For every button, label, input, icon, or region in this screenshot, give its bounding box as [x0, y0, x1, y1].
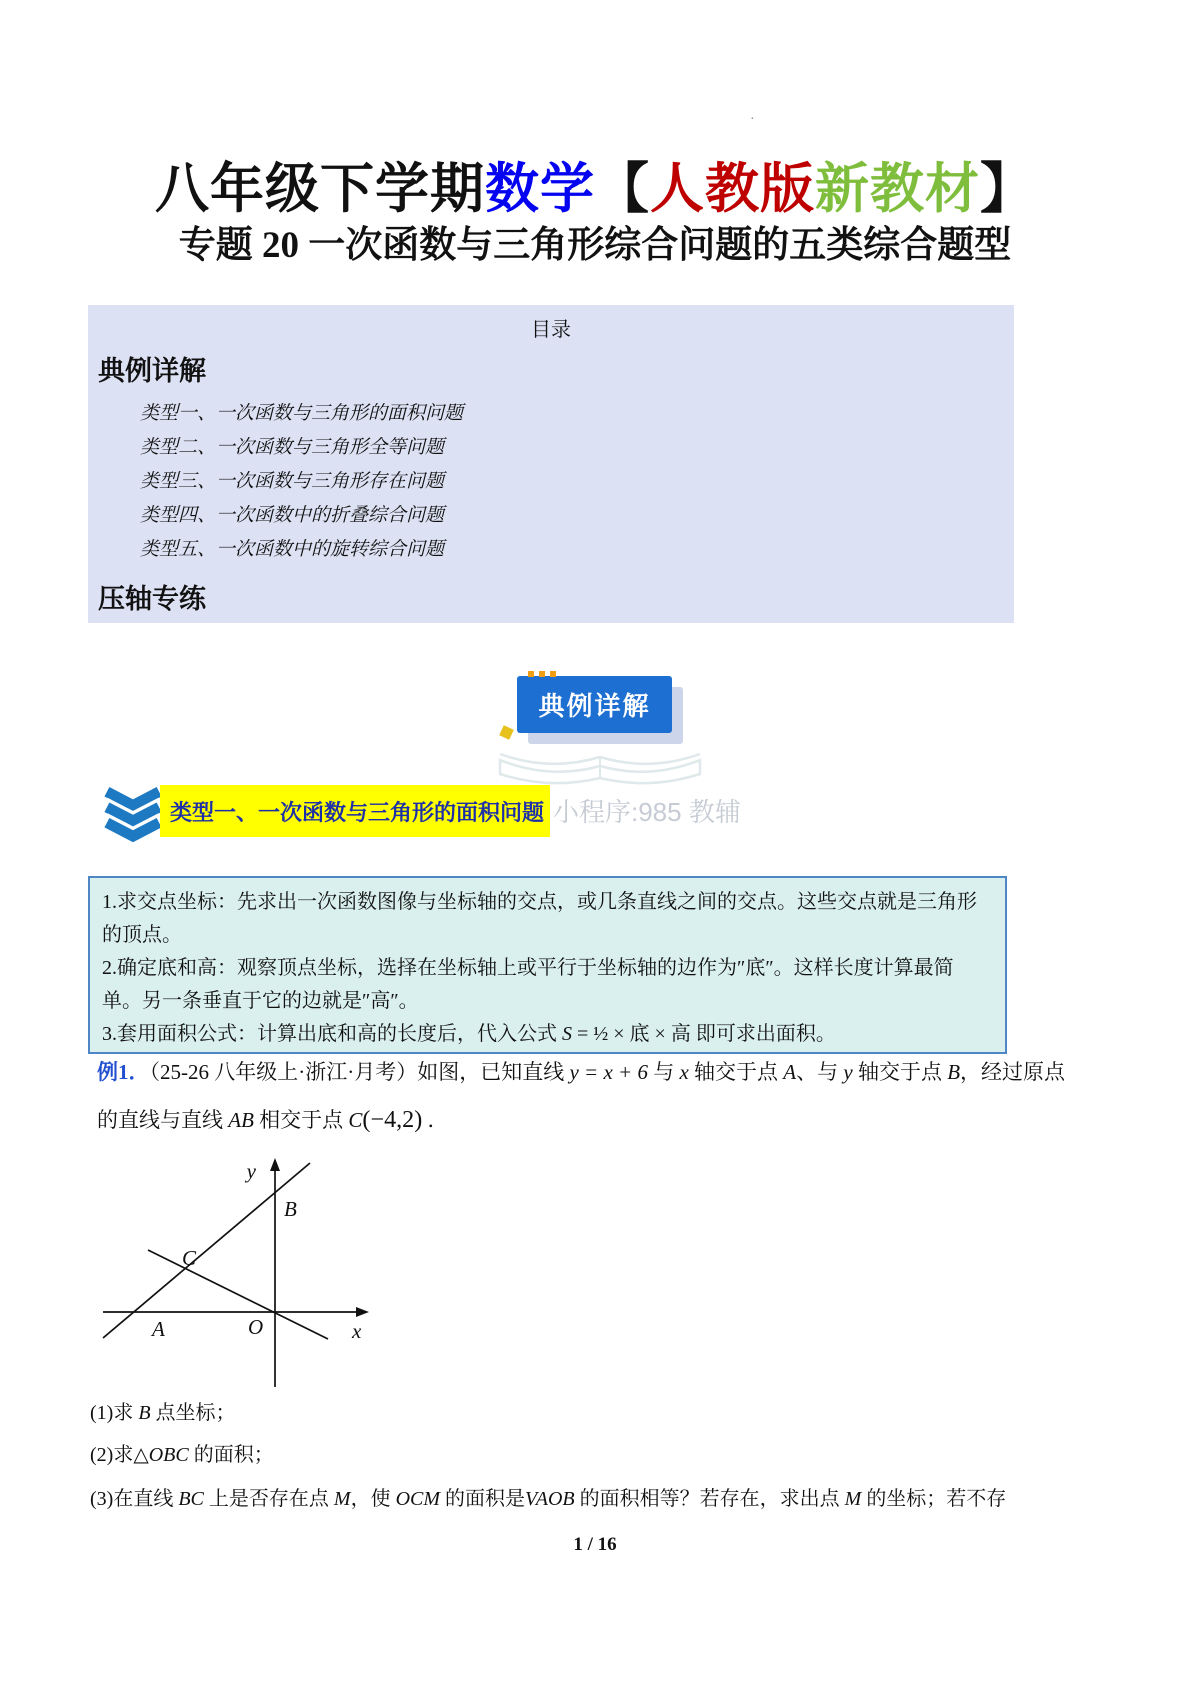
toc-box	[88, 305, 1014, 623]
title-bracket-open: 【	[595, 159, 650, 219]
example1-label: 例1．	[97, 1060, 150, 1084]
badge-label: 典例详解	[538, 691, 651, 721]
question-2	[90, 1438, 274, 1467]
question-text: 上是否存在点	[203, 1488, 334, 1510]
var-x: x	[679, 1060, 689, 1084]
badge-dot-icon	[528, 671, 534, 677]
example1-line1	[97, 1056, 1065, 1086]
question-text: (1)求	[90, 1402, 139, 1424]
label-A: A	[152, 1317, 165, 1341]
toc-item: 类型三、一次函数与三角形存在问题	[140, 471, 445, 492]
var-M: M	[333, 1488, 351, 1510]
toc-item: 类型一、一次函数与三角形的面积问题	[140, 403, 464, 424]
x-axis-arrow-icon	[356, 1307, 369, 1317]
var-AOB: AOB	[535, 1488, 575, 1510]
example1-text: 轴交于点	[688, 1060, 784, 1084]
question-text: 的面积；	[188, 1444, 274, 1466]
question-text: 的面积是	[440, 1488, 526, 1510]
example1-text: ，经过原点	[960, 1060, 1066, 1084]
var-OBC: OBC	[148, 1444, 189, 1466]
question-text: 的坐标；若不存	[861, 1488, 1007, 1510]
var-y: y	[843, 1060, 853, 1084]
label-y: y	[246, 1159, 256, 1183]
label-x: x	[352, 1319, 362, 1343]
coordinate-figure	[100, 1155, 380, 1395]
y-axis-arrow-icon	[270, 1158, 280, 1171]
method-point-3-text: 3.套用面积公式：计算出底和高的长度后，代入公式	[102, 1023, 562, 1045]
method-box	[88, 876, 1007, 1054]
question-text: (3)在直线	[90, 1488, 179, 1510]
toc-item: 类型五、一次函数中的旋转综合问题	[140, 539, 445, 560]
examples-badge	[517, 676, 672, 733]
books-icon	[104, 782, 162, 851]
question-3	[90, 1482, 1006, 1511]
var-AB: AB	[228, 1108, 254, 1132]
toc-section-examples: 典例详解	[98, 356, 206, 386]
title-part-red: 人教版	[650, 159, 815, 219]
page-footer: 1 / 16	[573, 1534, 617, 1555]
badge-dot-icon	[550, 671, 556, 677]
line-through-origin	[148, 1250, 328, 1339]
label-O: O	[248, 1315, 264, 1339]
toc-item: 类型二、一次函数与三角形全等问题	[140, 437, 445, 458]
stray-mark: ·	[750, 112, 755, 127]
question-text: 点坐标；	[150, 1402, 236, 1424]
badge-corner-accent	[499, 725, 514, 740]
question-text: 的面积相等？若存在，求出点	[574, 1488, 845, 1510]
question-text: (2)求△	[90, 1444, 149, 1466]
title-part-black: 八年级下学期	[155, 159, 485, 219]
method-point-3-formula: = ½ × 底 × 高 即可求出面积。	[572, 1023, 836, 1045]
type1-heading-bar	[160, 785, 550, 837]
label-C: C	[182, 1246, 197, 1270]
var-C: C	[348, 1108, 363, 1132]
title-bracket-close: 】	[980, 159, 1035, 219]
example1-text: 轴交于点	[852, 1060, 948, 1084]
var-M: M	[844, 1488, 862, 1510]
label-B: B	[284, 1197, 297, 1221]
var-OCM: OCM	[395, 1488, 441, 1510]
line-equation: y = x + 6	[569, 1060, 648, 1084]
type1-heading: 类型一、一次函数与三角形的面积问题	[170, 799, 545, 825]
watermark-text: 小程序:985 教辅	[553, 797, 741, 827]
toc-item-list	[140, 397, 463, 567]
question-1	[90, 1396, 236, 1425]
method-point-2: 2.确定底和高：观察顶点坐标，选择在坐标轴上或平行于坐标轴的边作为″底″。这样长度计算最简单。另一条垂直于它的边就是″高″。	[102, 957, 954, 1012]
example1-text: ．	[422, 1108, 449, 1132]
toc-section-final: 压轴专练	[98, 584, 206, 614]
example1-source: （25-26 八年级上·浙江·月考）如图，已知直线	[149, 1060, 570, 1084]
formula-S: S	[562, 1023, 572, 1045]
triangle-symbol-V: V	[525, 1488, 536, 1510]
example1-line2	[97, 1104, 449, 1134]
example1-text: 的直线与直线	[97, 1108, 229, 1132]
title-part-blue: 数学	[485, 159, 595, 219]
var-BC: BC	[178, 1488, 204, 1510]
badge-dot-icon	[539, 671, 545, 677]
method-point-1: 1.求交点坐标：先求出一次函数图像与坐标轴的交点，或几条直线之间的交点。这些交点就是三角形的顶点。	[102, 891, 977, 946]
page-title	[0, 146, 1190, 223]
toc-header: 目录	[531, 319, 571, 341]
example1-text: 与	[647, 1060, 680, 1084]
example1-text: 相交于点	[253, 1108, 349, 1132]
title-part-green: 新教材	[815, 159, 980, 219]
method-point-3	[102, 1018, 993, 1051]
question-text: ，使	[350, 1488, 396, 1510]
toc-item: 类型四、一次函数中的折叠综合问题	[140, 505, 445, 526]
var-A: A	[783, 1060, 797, 1084]
example1-text: 、与	[796, 1060, 844, 1084]
var-B: B	[947, 1060, 961, 1084]
var-B: B	[138, 1402, 151, 1424]
point-C-coords: (−4,2)	[362, 1106, 423, 1133]
page-subtitle: 专题 20 一次函数与三角形综合问题的五类综合题型	[178, 225, 1012, 266]
